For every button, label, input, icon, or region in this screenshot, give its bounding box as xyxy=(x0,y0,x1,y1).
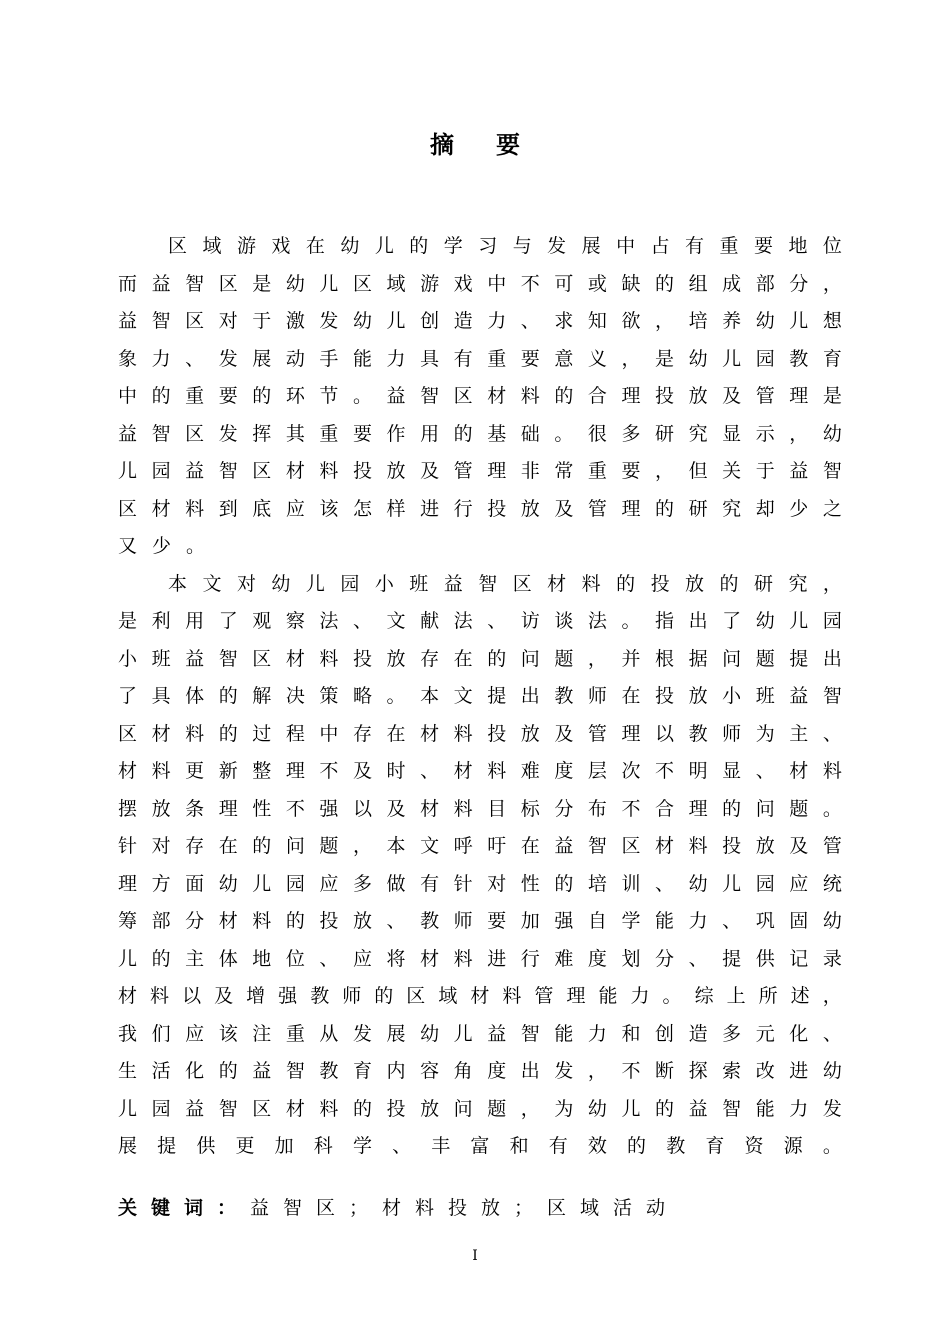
text-line: 区 材 料 到 底 应 该 怎 样 进 行 投 放 及 管 理 的 研 究 却 少 之 xyxy=(118,497,842,520)
abstract-body xyxy=(118,228,842,1166)
text-line: 了 具 体 的 解 决 策 略 。 本 文 提 出 教 师 在 投 放 小 班 益 智 xyxy=(118,685,842,707)
text-line: 理 方 面 幼 儿 园 应 多 做 有 针 对 性 的 培 训 、 幼 儿 园 应 统 xyxy=(118,872,842,895)
text-line: 区 材 料 的 过 程 中 存 在 材 料 投 放 及 管 理 以 教 师 为 主 、 xyxy=(118,722,842,745)
text-line: 材 料 以 及 增 强 教 师 的 区 域 材 料 管 理 能 力 。 综 上 所 述 ， xyxy=(118,985,842,1007)
text-line: 小 班 益 智 区 材 料 投 放 存 在 的 问 题 ， 并 根 据 问 题 提 出 xyxy=(118,647,842,670)
text-line: 区 域 游 戏 在 幼 儿 的 学 习 与 发 展 中 占 有 重 要 地 位 xyxy=(168,235,842,257)
text-line: 筹 部 分 材 料 的 投 放 、 教 师 要 加 强 自 学 能 力 、 巩 固 幼 xyxy=(118,910,842,932)
keywords-value: 益智区；材料投放；区域活动 xyxy=(250,1197,680,1219)
text-line: 益 智 区 发 挥 其 重 要 作 用 的 基 础 。 很 多 研 究 显 示 ， 幼 xyxy=(118,422,842,445)
keywords-label: 关键词： xyxy=(118,1197,251,1219)
text-line: 儿 园 益 智 区 材 料 投 放 及 管 理 非 常 重 要 ， 但 关 于 益 智 xyxy=(118,460,842,482)
text-line: 是 利 用 了 观 察 法 、 文 献 法 、 访 谈 法 。 指 出 了 幼 儿 园 xyxy=(118,610,842,632)
text-line: 益 智 区 对 于 激 发 幼 儿 创 造 力 、 求 知 欲 ， 培 养 幼 儿 想 xyxy=(118,310,842,332)
text-line: 材 料 更 新 整 理 不 及 时 、 材 料 难 度 层 次 不 明 显 、 材 料 xyxy=(118,760,842,782)
text-line: 而 益 智 区 是 幼 儿 区 域 游 戏 中 不 可 或 缺 的 组 成 部 分 ， xyxy=(118,272,842,295)
text-line: 又 少 。 xyxy=(118,535,206,557)
text-line: 儿 的 主 体 地 位 、 应 将 材 料 进 行 难 度 划 分 、 提 供 记 录 xyxy=(118,947,842,970)
text-line: 本 文 对 幼 儿 园 小 班 益 智 区 材 料 的 投 放 的 研 究 ， xyxy=(168,572,842,595)
text-line: 针 对 存 在 的 问 题 ， 本 文 呼 吁 在 益 智 区 材 料 投 放 及 管 xyxy=(118,835,842,857)
page-title: 摘要 xyxy=(430,130,562,159)
text-line: 摆 放 条 理 性 不 强 以 及 材 料 目 标 分 布 不 合 理 的 问 题 。 xyxy=(118,797,842,820)
text-line: 生 活 化 的 益 智 教 育 内 容 角 度 出 发 ， 不 断 探 索 改 进 幼 xyxy=(118,1060,842,1082)
text-line: 我 们 应 该 注 重 从 发 展 幼 儿 益 智 能 力 和 创 造 多 元 化 、 xyxy=(118,1022,842,1045)
text-line: 象 力 、 发 展 动 手 能 力 具 有 重 要 意 义 ， 是 幼 儿 园 教 育 xyxy=(118,347,842,370)
keywords-line xyxy=(118,1193,679,1223)
page-number: I xyxy=(472,1248,478,1264)
text-line: 儿 园 益 智 区 材 料 的 投 放 问 题 ， 为 幼 儿 的 益 智 能 力 发 xyxy=(118,1097,842,1120)
text-line: 中 的 重 要 的 环 节 。 益 智 区 材 料 的 合 理 投 放 及 管 理 是 xyxy=(118,385,842,407)
text-line: 展 提 供 更 加 科 学 、 丰 富 和 有 效 的 教 育 资 源 。 xyxy=(118,1135,842,1157)
